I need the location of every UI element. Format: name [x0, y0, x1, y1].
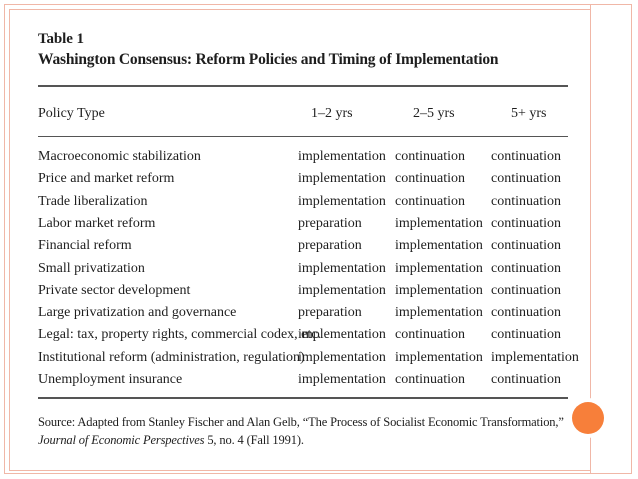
years-5-plus-cell: continuation	[491, 238, 561, 254]
table-row	[0, 261, 600, 283]
table-row	[0, 149, 600, 171]
header-policy-type: Policy Type	[38, 106, 105, 121]
years-2-5-cell: continuation	[395, 149, 465, 164]
years-5-plus-cell: continuation	[491, 171, 561, 187]
years-1-2-cell: implementation	[298, 282, 386, 298]
years-1-2-cell: implementation	[298, 260, 386, 276]
policy-type-cell: Macroeconomic stabilization	[38, 149, 201, 164]
table-row	[0, 305, 600, 327]
table-row	[0, 194, 600, 216]
years-5-plus-cell: continuation	[491, 215, 561, 231]
years-1-2-cell: implementation	[298, 193, 386, 209]
header-1-2-yrs: 1–2 yrs	[311, 106, 353, 121]
years-5-plus-cell: continuation	[491, 327, 561, 343]
policy-type-cell: Price and market reform	[38, 171, 175, 187]
table-source-note	[38, 413, 578, 449]
header-5-plus-yrs: 5+ yrs	[511, 106, 547, 121]
table-header-rule	[38, 136, 568, 137]
years-5-plus-cell: continuation	[491, 305, 561, 321]
years-5-plus-cell: continuation	[491, 372, 561, 387]
table-top-rule	[38, 85, 568, 87]
policy-type-cell: Small privatization	[38, 260, 145, 276]
source-journal: Journal of Economic Perspectives	[38, 433, 205, 447]
years-2-5-cell: continuation	[395, 372, 465, 387]
years-5-plus-cell: implementation	[491, 349, 579, 365]
table-bottom-rule	[38, 397, 568, 399]
years-2-5-cell: continuation	[395, 171, 465, 187]
years-1-2-cell: implementation	[298, 171, 386, 187]
policy-type-cell: Unemployment insurance	[38, 372, 183, 387]
table-title: Table 1	[38, 31, 84, 47]
years-2-5-cell: continuation	[395, 327, 465, 343]
years-2-5-cell: implementation	[395, 305, 483, 321]
policy-type-cell: Private sector development	[38, 282, 191, 298]
policy-type-cell: Financial reform	[38, 238, 132, 254]
years-1-2-cell: preparation	[298, 305, 362, 321]
years-1-2-cell: preparation	[298, 215, 362, 231]
table-row	[0, 171, 600, 193]
source-citation: 5, no. 4 (Fall 1991).	[204, 433, 304, 447]
policy-type-cell: Legal: tax, property rights, commercial codex, etc.	[38, 327, 322, 343]
years-2-5-cell: continuation	[395, 193, 465, 209]
years-2-5-cell: implementation	[395, 349, 483, 365]
years-5-plus-cell: continuation	[491, 282, 561, 298]
policy-type-cell: Institutional reform (administration, regulation)	[38, 349, 305, 365]
table-row	[0, 327, 600, 349]
years-5-plus-cell: continuation	[491, 149, 561, 164]
years-1-2-cell: implementation	[298, 327, 386, 343]
table-row	[0, 216, 600, 238]
years-1-2-cell: implementation	[298, 149, 386, 164]
years-5-plus-cell: continuation	[491, 260, 561, 276]
years-2-5-cell: implementation	[395, 260, 483, 276]
years-1-2-cell: implementation	[298, 372, 386, 387]
header-2-5-yrs: 2–5 yrs	[413, 106, 455, 121]
years-2-5-cell: implementation	[395, 238, 483, 254]
table-row	[0, 350, 600, 372]
policy-type-cell: Trade liberalization	[38, 193, 148, 209]
policy-type-cell: Labor market reform	[38, 215, 156, 231]
table-row	[0, 372, 600, 394]
table-row	[0, 283, 600, 305]
years-2-5-cell: implementation	[395, 282, 483, 298]
table-row	[0, 238, 600, 260]
policy-type-cell: Large privatization and governance	[38, 305, 237, 321]
years-1-2-cell: preparation	[298, 238, 362, 254]
years-2-5-cell: implementation	[395, 215, 483, 231]
years-5-plus-cell: continuation	[491, 193, 561, 209]
source-text: Source: Adapted from Stanley Fischer and Alan Gelb, “The Process of Socialist Economic Transformation,”	[38, 415, 564, 429]
table-subtitle: Washington Consensus: Reform Policies and Timing of Implementation	[38, 51, 499, 68]
years-1-2-cell: implementation	[298, 349, 386, 365]
